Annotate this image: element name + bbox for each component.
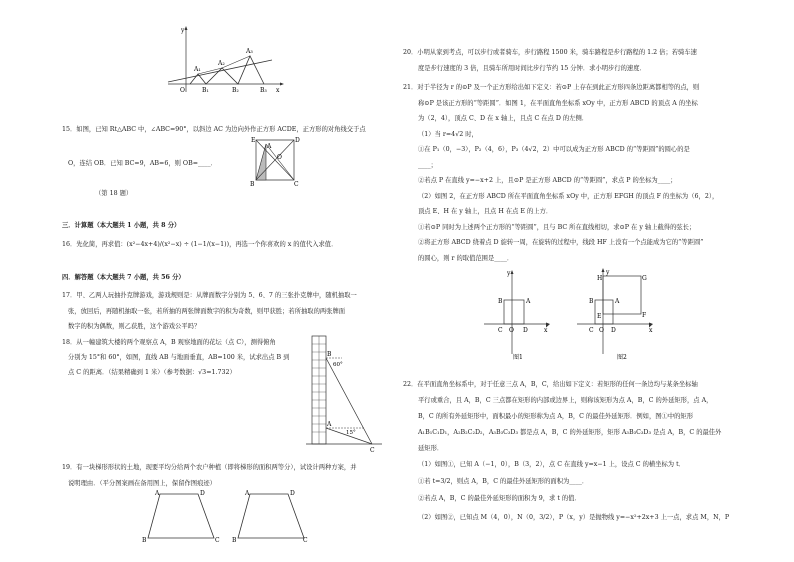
q22-line: （1）如图①，已知 A（−1，0），B（3，2），点 C 在直线 y=x−1 上，设点 C 的横坐标为 t． bbox=[418, 461, 685, 468]
q22-line: 平行或重合，且 A，B，C 三点都在矩形的内部或边界上，则称该矩形为点 A，B，C 的外延矩形，点 A， bbox=[418, 397, 713, 404]
q21-line: （2）如图 2，在正方形 ABCD 所在平面直角坐标系 xOy 中，正方形 EFGH 的顶点 F 的坐标为（6，2）， bbox=[418, 193, 719, 200]
fig-label: x bbox=[649, 327, 653, 334]
fig2-caption: 图2 bbox=[617, 354, 627, 361]
fig-label: A bbox=[155, 490, 160, 497]
q22-line: ①若 t=3/2，则点 A，B，C 的最佳外延矩形的面积为____． bbox=[418, 478, 589, 485]
q19-trapezoids bbox=[140, 488, 310, 546]
fig-label: A bbox=[267, 143, 272, 150]
fig-label: B bbox=[589, 298, 594, 305]
fig-label: F bbox=[642, 312, 647, 319]
fig-label: A bbox=[245, 490, 250, 497]
fig-label: B bbox=[327, 351, 332, 358]
q21-line: （1）当 r=4√2 时， bbox=[418, 131, 478, 138]
q18-line1: 18．从一幢建筑大楼的两个观察点 A，B 观察地面的花坛（点 C），测得俯角 bbox=[62, 339, 276, 346]
q18-building-figure bbox=[306, 332, 382, 454]
q21-line: 的圆心，则 r 的取值范围是____． bbox=[418, 255, 514, 262]
fig-label: A₁ bbox=[194, 66, 201, 73]
fig-label: B bbox=[250, 181, 255, 188]
fig-label: B₃ bbox=[260, 87, 267, 94]
fig-label: B₂ bbox=[232, 87, 239, 94]
fig-label: B₁ bbox=[202, 87, 209, 94]
q15-line2: O，连结 OB．已知 BC=9，AB=6，则 OB=____． bbox=[68, 160, 217, 167]
q21-figure-1 bbox=[480, 266, 552, 364]
q21-line: ____； bbox=[418, 162, 437, 169]
fig-label: A bbox=[615, 298, 620, 305]
fig-label: 60° bbox=[333, 362, 343, 368]
q21-line: ②将正方形 ABCD 绕着点 D 旋转一周，在旋转的过程中，线段 HF 上没有一个点能成为它的“等距圆” bbox=[418, 239, 704, 246]
fig-label: A₂ bbox=[218, 60, 225, 67]
q21-line: ①在 P₁（0，−3），P₂（4，6），P₃（4√2，2）中可以成为正方形 ABCD 的“等距圆”的圆心的是 bbox=[418, 146, 690, 153]
q17-line1: 17．甲、乙两人玩抽扑克牌游戏，游戏规则是：从牌面数字分别为 5、6、7 的三张扑克牌中，随机抽取一 bbox=[62, 292, 357, 299]
fig-label: O bbox=[277, 154, 282, 161]
q20-line1: 20．小明从家到考点，可以步行或者骑车，步行路程 1500 米，骑车路程是步行路程的 1.2 倍；若骑车速 bbox=[403, 49, 697, 56]
q22-line: A₁B₁C₁D₁，A₂B₂C₂D₂，A₃B₃C₃D₃ 都是点 A，B，C 的外延矩形，矩形 A₃B₃C₃D₃ 是点 A，B，C 的最佳外 bbox=[418, 429, 722, 436]
fig-label: B bbox=[498, 298, 503, 305]
fig-label: 15° bbox=[346, 430, 356, 436]
q21-line: ②若点 P 在直线 y=−x+2 上，且⊙P 是正方形 ABCD 的“等距圆”，求点 P 的坐标为____； bbox=[418, 177, 677, 184]
q15-caption: （第 18 题） bbox=[95, 190, 133, 197]
q21-figure-2 bbox=[575, 266, 657, 364]
fig-label: D bbox=[295, 137, 300, 144]
fig-label: A bbox=[327, 421, 332, 428]
fig-label: B bbox=[232, 537, 237, 544]
fig-label: O bbox=[509, 327, 514, 334]
fig-label: O bbox=[599, 327, 604, 334]
fig-label: C bbox=[303, 537, 308, 544]
zigzag-figure bbox=[160, 22, 285, 100]
q17-line2: 张，放回后，再随机抽取一张，若所抽的两张牌面数字的积为奇数，则甲获胜；若所抽取的两张牌面 bbox=[68, 308, 346, 315]
fig-label: O bbox=[180, 87, 185, 94]
q22-line: ②若点 A，B，C 的最佳外延矩形的面积为 9，求 t 的值． bbox=[418, 495, 581, 502]
fig-label: A bbox=[526, 298, 531, 305]
q18-line3: 点 C 的距离．（结果精确到 1 米）（参考数据：√3=1.732） bbox=[68, 369, 236, 376]
q21-line: 21．对于半径为 r 的⊙P 及一个正方形给出如下定义：若⊙P 上存在到此正方形四条边距离都相等的点，则 bbox=[403, 84, 700, 91]
q19-line2: 说明理由．（平分图案画在备用图上，保留作图痕迹） bbox=[68, 480, 216, 487]
fig-label: x bbox=[276, 87, 280, 94]
fig-label: y bbox=[606, 269, 610, 276]
fig-label: C bbox=[498, 327, 503, 334]
q22-line: （2）如图②，已知点 M（4，0），N（0，3/2），P（x，y）是抛物线 y=−x²+2x+3 上一点，求点 M，N，P bbox=[418, 514, 730, 521]
q20-line2: 度是步行速度的 3 倍，且骑车所用时间比步行节约 15 分钟．求小明步行的速度． bbox=[418, 65, 646, 72]
fig1-caption: 图1 bbox=[513, 354, 523, 361]
fig-label: H bbox=[597, 275, 603, 282]
fig-label: D bbox=[523, 327, 528, 334]
q22-line: 22．在平面直角坐标系中，对于任意三点 A，B，C，给出如下定义：若矩形的任何一条边均与某条坐标轴 bbox=[403, 381, 698, 388]
fig-label: B bbox=[142, 537, 147, 544]
q15-figure bbox=[244, 134, 304, 190]
sec3-heading: 三．计算题（本大题共 1 小题，共 8 分） bbox=[62, 222, 181, 229]
q16: 16．先化简，再求值：(x²−4x+4)/(x²−x) ÷ (1−1/(x−1))，再选一个你喜欢的 x 的值代入求值． bbox=[62, 241, 338, 248]
fig-label: D bbox=[611, 327, 616, 334]
q17-line3: 数字的积为偶数，则乙获胜，这个游戏公平吗？ bbox=[68, 323, 201, 330]
fig-label: C bbox=[215, 537, 220, 544]
q22-line: 延矩形． bbox=[418, 445, 444, 452]
q21-line: ①若⊙P 同时为上述两个正方形的“等距圆”，且与 BC 所在直线相切，求⊙P 在 y 轴上截得的弦长； bbox=[418, 224, 696, 231]
q22-line: B，C 的所有外延矩形中，面积最小的矩形称为点 A，B，C 的最佳外延矩形．例如，图①中的矩形 bbox=[418, 413, 694, 420]
fig-label: D bbox=[200, 490, 205, 497]
q21-line: 为（2，4），顶点 C、D 在 x 轴上，且点 C 在点 D 的左侧． bbox=[418, 115, 589, 122]
q21-line: 顶点 E、H 在 y 轴上，且点 H 在点 E 的上方． bbox=[418, 208, 553, 215]
q15-line1: 15．如图，已知 Rt△ABC 中，∠ABC=90°，以斜边 AC 为边向外作正方形 ACDE，正方形的对角线交于点 bbox=[62, 126, 366, 133]
fig-label: E bbox=[597, 313, 602, 320]
fig-label: y bbox=[507, 270, 511, 277]
fig-label: D bbox=[290, 490, 295, 497]
fig-label: E bbox=[251, 137, 256, 144]
fig-label: C bbox=[294, 181, 299, 188]
fig-label: y bbox=[181, 27, 185, 34]
q18-line2: 分别为 15°和 60°，如图，直线 AB 与地面垂直，AB=100 米，试求出点 B 到 bbox=[68, 354, 290, 361]
fig-label: x bbox=[544, 327, 548, 334]
sec4-heading: 四．解答题（本大题共 7 小题，共 56 分） bbox=[62, 274, 185, 281]
fig-label: C bbox=[370, 447, 375, 454]
q21-line: 称⊙P 是该正方形的“等距圆”．如图 1，在平面直角坐标系 xOy 中，正方形 ABCD 的顶点 A 的坐标 bbox=[418, 100, 698, 107]
fig-label: G bbox=[642, 275, 647, 282]
fig-label: A₃ bbox=[246, 48, 253, 55]
q19-line1: 19．有一块梯形形状的土地，现要平均分给两个农户种植（即将梯形的面积两等分），试设计两种方案，并 bbox=[62, 464, 357, 471]
fig-label: C bbox=[589, 327, 594, 334]
